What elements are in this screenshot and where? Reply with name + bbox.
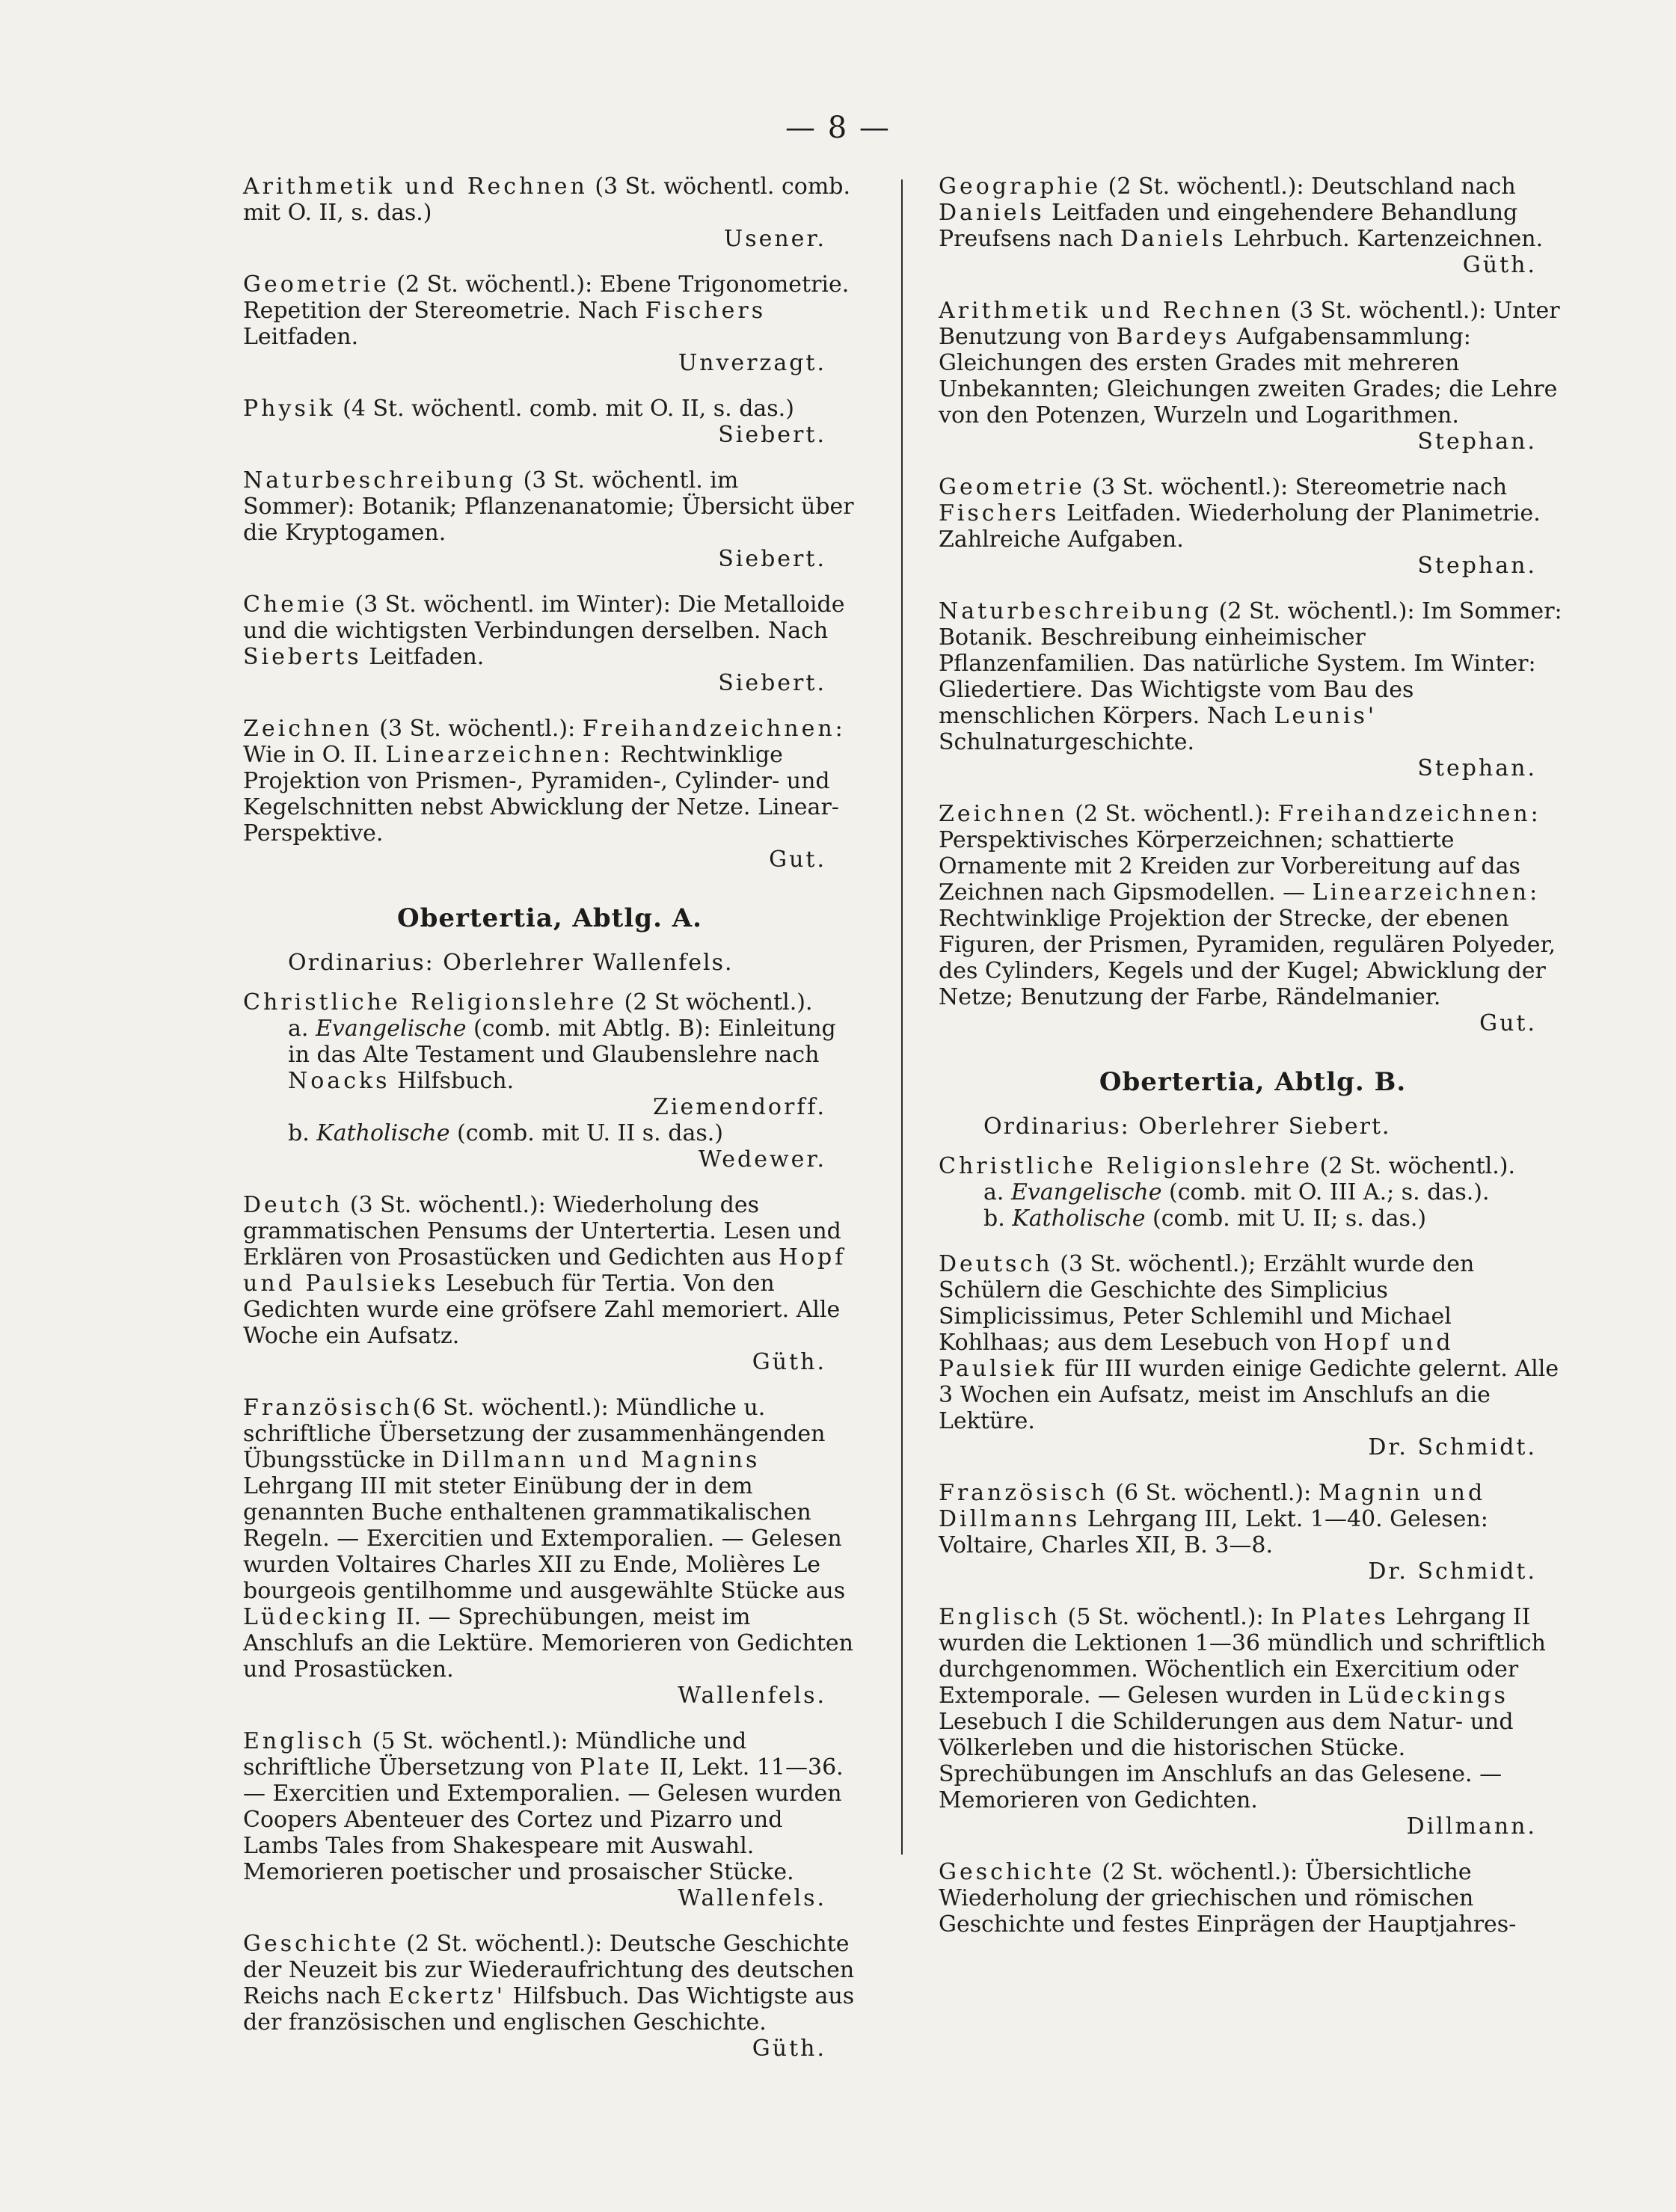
right-column [939,173,1567,1957]
page-number: — 8 — [785,111,891,145]
teacher-name: Gut. [769,847,826,873]
subject-heading: Christliche Religionslehre [939,1153,1313,1179]
entry-text: Lehrgang II wurden die Lektionen 1—36 mündlich und schriftlich durchgenommen. Wöchentlich ein Exercitium oder Extemporale. — Gelesen wurden in [939,1604,1546,1709]
subject-heading: Geschichte [243,1931,399,1957]
author-name: Plate [580,1754,653,1781]
sub-italic: Katholische [316,1120,450,1146]
entry-arithmetik [939,298,1567,455]
ordinarius-line: Ordinarius: Oberlehrer Wallenfels. [288,950,734,976]
entry-text: (comb. mit U. II; s. das.) [1145,1205,1427,1232]
subject-heading: Englisch [939,1604,1061,1630]
author-name: Sieberts [243,644,362,670]
entry-text: Schulnaturgeschichte. [939,729,1195,755]
entry-text: Lesebuch I die Schilderungen aus dem Natur- und Völkerleben und die historischen Stücke. Sprechübungen im Anschlufs an das Gelesene. — Memorieren von Gedichten. [939,1709,1514,1813]
subject-heading: Deutsch [939,1251,1053,1277]
entry-text: Lehrgang III, Lekt. 1—40. Gelesen: Voltaire, Charles XII, B. 3—8. [939,1506,1488,1558]
sub-heading: Linearzeichnen: [1312,879,1541,906]
sub-italic: Katholische [1012,1205,1146,1232]
entry-franzoesisch [243,1395,856,1709]
entry-geographie [939,173,1567,278]
entry-naturbeschreibung [939,598,1567,781]
sub-heading: Linearzeichnen: [385,742,613,768]
sub-label: a. [288,1016,316,1042]
entry-text: (comb. mit U. II s. das.) [449,1120,723,1146]
subject-heading: Geschichte [939,1859,1095,1885]
entry-deutsch [939,1251,1567,1460]
entry-text: (3 St. wöchentl.): Wiederholung des grammatischen Pensums der Untertertia. Lesen und Erklären von Prosastücken und Gedichten aus [243,1192,841,1271]
entry-text: Leitfaden und eingehendere Behandlung Preufsens nach [939,200,1518,252]
entry-zeichnen [939,801,1567,1036]
entry-text: Lehrbuch. Kartenzeichnen. [1226,226,1544,252]
subject-heading: Geometrie [939,474,1085,500]
entry-text: (3 St. wöchentl.): Stereometrie nach [1084,474,1508,500]
teacher-name: Güth. [752,1349,826,1375]
entry-text: Leitfaden. Wiederholung der Planimetrie. Zahlreiche Aufgaben. [939,500,1541,553]
teacher-name: Wallenfels. [678,1683,826,1709]
subject-heading: Geographie [939,173,1102,200]
entry-text: Rechtwinklige Projektion der Strecke, der ebenen Figuren, der Prismen, Pyramiden, regulären Polyeder, des Cylinders, Kegels und der Kugel; Abwicklung der Netze; Benutzung der Farbe, Rändelmanier. [939,906,1556,1010]
author-name: Dillmann und Magnins [441,1447,761,1473]
teacher-name: Gut. [1479,1010,1537,1036]
sub-italic: Evangelische [315,1016,467,1042]
entry-arithmetik [243,173,856,252]
entry-deutsch [243,1192,856,1375]
sub-label: b. [983,1205,1013,1232]
subject-heading: Physik [243,396,336,422]
entry-text: (2 St. wöchentl.). [1313,1153,1516,1179]
subject-heading: Naturbeschreibung [243,467,517,494]
author-name: Fischers [939,500,1060,526]
sub-heading: Freihandzeichnen: [1277,801,1541,827]
entry-text: (2 St. wöchentl.): Deutschland nach [1101,173,1516,200]
entry-text: für III wurden einige Gedichte gelernt. Alle 3 Wochen ein Aufsatz, meist im Anschlufs an die Lektüre. [939,1356,1559,1434]
entry-text: Leitfaden. [243,324,359,350]
subject-heading: Arithmetik und Rechnen [243,173,588,200]
entry-text: (4 St. wöchentl. comb. mit O. II, s. das.) [335,396,794,422]
teacher-name: Stephan. [1417,428,1537,455]
column-divider [901,179,903,1855]
author-name: Noacks [288,1068,390,1094]
entry-text: II. — Sprechübungen, meist im Anschlufs an die Lektüre. Memorieren von Gedichten und Prosastücken. [243,1604,853,1683]
entry-text: (3 St. wöchentl. im Sommer): Botanik; Pflanzenanatomie; Übersicht über die Kryptogamen. [243,467,854,546]
entry-physik [243,396,856,448]
sub-heading: Freihandzeichnen: [582,716,846,742]
entry-religion [939,1153,1567,1232]
teacher-name: Wallenfels. [678,1885,826,1911]
author-name: Daniels [939,200,1045,226]
sub-label: a. [983,1179,1011,1205]
author-name: Fischers [645,298,767,324]
entry-geschichte [939,1859,1567,1938]
author-name: Lüdecking [243,1604,390,1630]
subject-heading: Geometrie [243,271,390,298]
teacher-name: Dr. Schmidt. [1368,1558,1537,1585]
entry-text: Hilfsbuch. [390,1068,515,1094]
author-name: Plates [1301,1604,1389,1630]
entry-text: (2 St wöchentl.). [617,989,813,1016]
subject-heading: Zeichnen [939,801,1068,827]
entry-text: (2 St. wöchentl.): Übersichtliche Wiederholung der griechischen und römischen Geschichte und festes Einprägen der Hauptjahres- [939,1859,1517,1938]
teacher-name: Dr. Schmidt. [1368,1434,1537,1460]
teacher-name: Wedewer. [698,1146,826,1173]
author-name: Lüdeckings [1348,1683,1508,1709]
teacher-name: Stephan. [1417,553,1537,579]
teacher-name: Dillmann. [1406,1813,1537,1840]
section-heading: Obertertia, Abtlg. A. [397,903,702,933]
entry-religion [243,989,856,1173]
author-name: Leunis' [1274,703,1378,729]
entry-text: II, Lekt. 11—36. — Exercitien und Extemporalien. — Gelesen wurden Coopers Abenteuer des Cortez und Pizarro und Lambs Tales from Shakespeare mit Auswahl. Memorieren poetischer und prosaischer Stücke. [243,1754,844,1885]
entry-text: (comb. mit O. III A.; s. das.). [1161,1179,1490,1205]
subject-heading: Christliche Religionslehre [243,989,618,1016]
entry-text: Leitfaden. [361,644,485,670]
entry-geschichte [243,1931,856,2062]
subject-heading: Französisch [939,1480,1108,1506]
teacher-name: Usener. [723,226,826,252]
entry-text: Rechtwinklige Projektion von Prismen-, Pyramiden-, Cylinder- und Kegelschnitten nebst Abwicklung der Netze. Linear-Perspektive. [243,742,839,847]
entry-chemie [243,592,856,696]
author-name: Eckertz' [387,1983,506,2009]
entry-text: (5 St. wöchentl.): Mündliche und schriftliche Übersetzung von [243,1728,747,1781]
teacher-name: Güth. [752,2036,826,2062]
entry-text: (3 St. wöchentl. im Winter): Die Metalloide und die wichtigsten Verbindungen derselben. Nach [243,592,845,644]
sub-italic: Evangelische [1010,1179,1162,1205]
entry-text: (6 St. wöchentl.): Mündliche u. schriftliche Übersetzung der zusammenhängenden Übungsstücke in [243,1395,826,1473]
entry-text: Perspektivisches Körperzeichnen; schattierte Ornamente mit 2 Kreiden zur Vorbereitung auf das Zeichnen nach Gipsmodellen. — [939,827,1520,906]
entry-naturbeschreibung [243,467,856,572]
entry-franzoesisch [939,1480,1567,1585]
entry-text: Aufgabensammlung: Gleichungen des ersten Grades mit mehreren Unbekannten; Gleichungen zweiten Grades; die Lehre von den Potenzen, Wurzeln und Logarithmen. [939,324,1558,428]
entry-text: Hilfsbuch. Das Wichtigste aus der französischen und englischen Geschichte. [243,1983,855,2036]
sub-label: b. [288,1120,317,1146]
subject-heading: Chemie [243,592,348,618]
section-heading: Obertertia, Abtlg. B. [1099,1067,1407,1097]
entry-text: Lesebuch für Tertia. Von den Gedichten wurde eine gröfsere Zahl memoriert. Alle Woche ein Aufsatz. [243,1271,841,1349]
subject-heading: Zeichnen [243,716,372,742]
subject-heading: Deutch [243,1192,343,1218]
entry-text: (2 St. wöchentl.): Ebene Trigonometrie. Repetition der Stereometrie. Nach [243,271,850,324]
entry-englisch [243,1728,856,1911]
entry-text: (comb. mit Abtlg. B): Einleitung in das Alte Testament und Glaubenslehre nach [288,1016,836,1068]
subject-heading: Arithmetik und Rechnen [939,298,1283,324]
author-name: Hopf und Paulsieks [243,1244,847,1297]
subject-heading: Französisch [243,1395,413,1421]
entry-text: (3 St. wöchentl.); Erzählt wurde den Schülern die Geschichte des Simplicius Simplicissimus, Peter Schlemihl und Michael Kohlhaas; aus dem Lesebuch von [939,1251,1475,1356]
entry-text: (2 St. wöchentl.): [1067,801,1278,827]
entry-text: Lehrgang III mit steter Einübung der in dem genannten Buche enthaltenen grammatikalischen Regeln. — Exercitien und Extemporalien. — Gelesen wurden Voltaires Charles XII zu Ende, Molières Le bourgeois gentilhomme und ausgewählte Stücke aus [243,1473,846,1604]
entry-text: (3 St. wöchentl.): Unter Benutzung von [939,298,1560,350]
entry-text: (3 St. wöchentl. comb. mit O. II, s. das.) [243,173,851,226]
subject-heading: Naturbeschreibung [939,598,1212,624]
entry-text: (3 St. wöchentl.): [372,716,583,742]
ordinarius-line: Ordinarius: Oberlehrer Siebert. [983,1113,1391,1140]
entry-text: (2 St. wöchentl.): Im Sommer: Botanik. Beschreibung einheimischer Pflanzenfamilien. Das natürliche System. Im Winter: Gliedertiere. Das Wichtigste vom Bau des menschlichen Körpers. Nach [939,598,1562,729]
entry-geometrie [243,271,856,376]
author-name: Magnin und Dillmanns [939,1480,1486,1532]
teacher-name: Güth. [1462,252,1537,278]
entry-text: (5 St. wöchentl.): In [1060,1604,1301,1630]
entry-text: Wie in O. II. [243,742,386,768]
entry-text: (6 St. wöchentl.): [1108,1480,1319,1506]
entry-text: (2 St. wöchentl.): Deutsche Geschichte der Neuzeit bis zur Wiederaufrichtung des deutschen Reichs nach [243,1931,855,2009]
teacher-name: Ziemendorff. [653,1094,826,1120]
teacher-name: Stephan. [1417,755,1537,781]
author-name: Bardeys [1116,324,1230,350]
entry-zeichnen [243,716,856,873]
author-name: Daniels [1120,226,1227,252]
teacher-name: Siebert. [718,422,826,448]
left-column [243,173,856,2081]
author-name: Hopf und Paulsiek [939,1330,1454,1382]
entry-englisch [939,1604,1567,1840]
teacher-name: Siebert. [718,670,826,696]
entry-geometrie [939,474,1567,579]
subject-heading: Englisch [243,1728,366,1754]
teacher-name: Unverzagt. [678,350,826,376]
teacher-name: Siebert. [718,546,826,572]
